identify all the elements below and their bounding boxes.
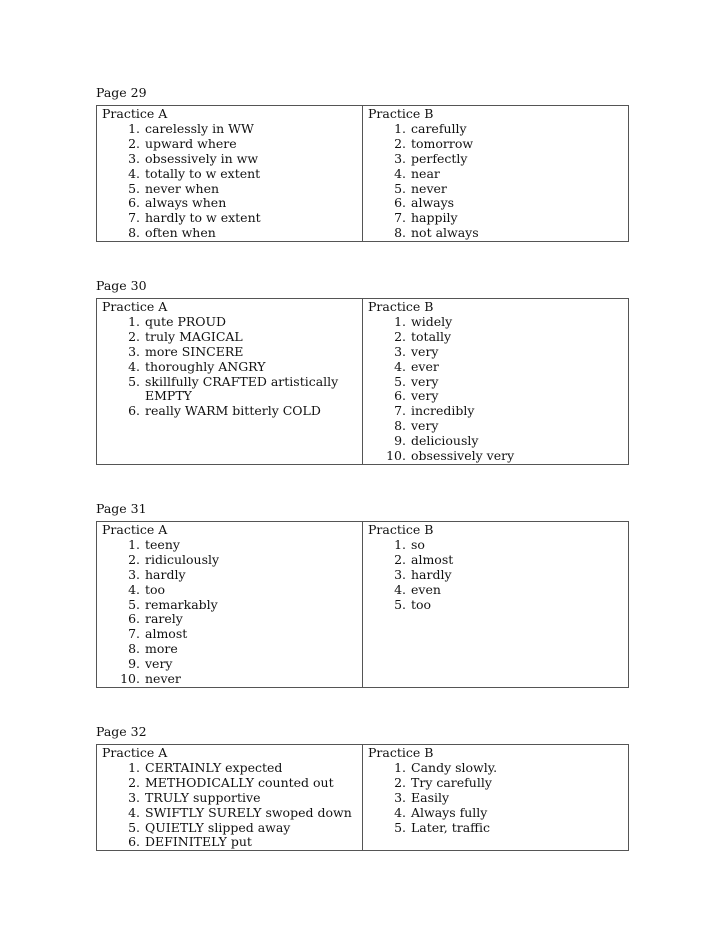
- list-item: [368, 389, 628, 404]
- list-item: [102, 404, 362, 419]
- item-text: DEFINITELY put: [145, 834, 252, 850]
- item-text: perfectly: [411, 150, 468, 166]
- list-item: [368, 226, 628, 241]
- list-item: [102, 137, 362, 152]
- item-number: 4.: [128, 358, 140, 374]
- page-label: Page 29: [96, 85, 147, 100]
- page-section: [96, 83, 629, 242]
- item-text: Easily: [411, 789, 450, 805]
- item-text: hardly to w extent: [145, 210, 261, 226]
- item-number: 5.: [394, 596, 406, 612]
- list-item: [368, 821, 628, 836]
- list-item: [368, 598, 628, 613]
- item-number: 5.: [128, 819, 140, 835]
- answer-list: [102, 538, 362, 687]
- item-text: obsessively in ww: [145, 150, 259, 166]
- item-text: never when: [145, 180, 220, 196]
- list-item: [368, 568, 628, 583]
- list-item: [102, 345, 362, 360]
- item-text: even: [411, 581, 441, 597]
- item-text: rarely: [145, 611, 183, 627]
- item-text: Later, traffic: [411, 819, 491, 835]
- list-item: [102, 315, 362, 330]
- item-text: too: [411, 596, 432, 612]
- list-item: [368, 330, 628, 345]
- list-item: [102, 182, 362, 197]
- item-number: 1.: [394, 759, 406, 775]
- list-item: [102, 776, 362, 791]
- item-number: 2.: [128, 135, 140, 151]
- item-number: 10.: [120, 671, 140, 687]
- answer-list: [102, 761, 362, 850]
- item-number: 1.: [128, 313, 140, 329]
- list-item: [102, 196, 362, 211]
- item-text: METHODICALLY counted out: [145, 774, 334, 790]
- list-item: [368, 182, 628, 197]
- item-text: more: [145, 641, 178, 657]
- answer-list: [102, 122, 362, 241]
- answer-list: [368, 122, 628, 241]
- item-text: qute PROUD: [145, 313, 227, 329]
- item-text: very: [411, 388, 439, 404]
- item-text: always: [411, 195, 455, 211]
- item-number: 5.: [128, 373, 140, 389]
- list-item: [102, 672, 362, 687]
- item-number: 8.: [394, 225, 406, 241]
- list-item: [102, 375, 362, 405]
- list-item: [102, 627, 362, 642]
- list-item: [368, 419, 628, 434]
- answer-list: [368, 761, 628, 836]
- item-text: hardly: [145, 566, 186, 582]
- list-item: [102, 791, 362, 806]
- page-label: Page 30: [96, 278, 147, 293]
- item-number: 3.: [128, 150, 140, 166]
- item-number: 5.: [128, 180, 140, 196]
- answer-table: [96, 298, 629, 465]
- list-item: [102, 806, 362, 821]
- list-item: [102, 642, 362, 657]
- item-text: very: [411, 418, 439, 434]
- item-text: Always fully: [411, 804, 488, 820]
- item-number: 8.: [394, 418, 406, 434]
- list-item: [102, 211, 362, 226]
- item-text: totally to w extent: [145, 165, 261, 181]
- item-text: incredibly: [411, 403, 475, 419]
- practice-a-title: Practice A: [102, 522, 168, 537]
- item-text: skillfully CRAFTED artistically EMPTY: [145, 373, 339, 404]
- page-label: Page 31: [96, 501, 147, 516]
- item-text: never: [411, 180, 447, 196]
- list-item: [102, 821, 362, 836]
- item-number: 2.: [394, 551, 406, 567]
- list-item: [368, 137, 628, 152]
- practice-b-title: Practice B: [368, 106, 434, 121]
- item-text: Candy slowly.: [411, 759, 498, 775]
- practice-b-column: [362, 745, 628, 850]
- item-number: 9.: [128, 656, 140, 672]
- item-number: 3.: [128, 343, 140, 359]
- list-item: [102, 568, 362, 583]
- practice-b-title: Practice B: [368, 522, 434, 537]
- item-number: 4.: [128, 581, 140, 597]
- item-text: very: [411, 343, 439, 359]
- page-section: [96, 722, 629, 851]
- item-text: carelessly in WW: [145, 120, 254, 136]
- item-text: so: [411, 536, 425, 552]
- item-number: 2.: [394, 135, 406, 151]
- list-item: [102, 583, 362, 598]
- item-number: 2.: [128, 551, 140, 567]
- item-text: always when: [145, 195, 227, 211]
- item-number: 1.: [128, 120, 140, 136]
- practice-a-title: Practice A: [102, 106, 168, 121]
- item-text: near: [411, 165, 440, 181]
- list-item: [368, 806, 628, 821]
- list-item: [102, 122, 362, 137]
- list-item: [368, 553, 628, 568]
- list-item: [368, 211, 628, 226]
- list-item: [368, 360, 628, 375]
- item-text: totally: [411, 328, 452, 344]
- item-number: 7.: [394, 210, 406, 226]
- item-text: not always: [411, 225, 479, 241]
- answer-list: [368, 538, 628, 613]
- item-number: 5.: [394, 180, 406, 196]
- list-item: [102, 167, 362, 182]
- item-number: 1.: [394, 313, 406, 329]
- item-text: teeny: [145, 536, 180, 552]
- item-number: 4.: [128, 165, 140, 181]
- item-number: 6.: [394, 388, 406, 404]
- list-item: [102, 152, 362, 167]
- practice-b-title: Practice B: [368, 299, 434, 314]
- item-number: 8.: [128, 641, 140, 657]
- list-item: [368, 167, 628, 182]
- item-text: almost: [145, 626, 188, 642]
- item-number: 5.: [394, 373, 406, 389]
- item-text: often when: [145, 225, 216, 241]
- practice-a-column: [97, 522, 362, 687]
- list-item: [102, 553, 362, 568]
- list-item: [102, 538, 362, 553]
- item-text: happily: [411, 210, 458, 226]
- page-section: [96, 276, 629, 465]
- item-text: carefully: [411, 120, 467, 136]
- list-item: [102, 761, 362, 776]
- page-section: [96, 499, 629, 688]
- item-text: very: [411, 373, 439, 389]
- list-item: [368, 196, 628, 211]
- item-text: thoroughly ANGRY: [145, 358, 266, 374]
- answer-list: [102, 315, 362, 419]
- list-item: [102, 226, 362, 241]
- practice-b-column: [362, 522, 628, 687]
- item-text: ever: [411, 358, 439, 374]
- item-text: hardly: [411, 566, 452, 582]
- item-number: 3.: [394, 150, 406, 166]
- item-text: CERTAINLY expected: [145, 759, 283, 775]
- item-number: 1.: [394, 536, 406, 552]
- item-text: truly MAGICAL: [145, 328, 243, 344]
- item-text: deliciously: [411, 433, 479, 449]
- item-number: 9.: [394, 433, 406, 449]
- list-item: [368, 122, 628, 137]
- practice-a-title: Practice A: [102, 745, 168, 760]
- item-number: 10.: [386, 448, 406, 464]
- item-number: 6.: [128, 834, 140, 850]
- list-item: [368, 152, 628, 167]
- item-number: 7.: [128, 626, 140, 642]
- list-item: [368, 538, 628, 553]
- item-number: 3.: [128, 789, 140, 805]
- item-number: 5.: [394, 819, 406, 835]
- item-number: 6.: [128, 195, 140, 211]
- item-number: 2.: [394, 774, 406, 790]
- item-number: 2.: [128, 328, 140, 344]
- item-number: 6.: [128, 611, 140, 627]
- list-item: [368, 449, 628, 464]
- list-item: [368, 345, 628, 360]
- item-text: obsessively very: [411, 448, 515, 464]
- item-number: 1.: [394, 120, 406, 136]
- item-text: too: [145, 581, 166, 597]
- list-item: [102, 330, 362, 345]
- page-label: Page 32: [96, 724, 147, 739]
- item-number: 8.: [128, 225, 140, 241]
- item-number: 4.: [128, 804, 140, 820]
- item-number: 4.: [394, 165, 406, 181]
- item-number: 4.: [394, 358, 406, 374]
- item-text: more SINCERE: [145, 343, 244, 359]
- list-item: [102, 657, 362, 672]
- item-number: 7.: [128, 210, 140, 226]
- list-item: [368, 315, 628, 330]
- item-text: TRULY supportive: [145, 789, 261, 805]
- item-text: really WARM bitterly COLD: [145, 403, 321, 419]
- item-text: Try carefully: [411, 774, 492, 790]
- list-item: [368, 375, 628, 390]
- practice-b-title: Practice B: [368, 745, 434, 760]
- item-number: 2.: [128, 774, 140, 790]
- list-item: [368, 434, 628, 449]
- practice-a-column: [97, 106, 362, 241]
- item-text: tomorrow: [411, 135, 474, 151]
- item-text: remarkably: [145, 596, 218, 612]
- item-number: 1.: [128, 536, 140, 552]
- item-text: widely: [411, 313, 453, 329]
- list-item: [368, 761, 628, 776]
- answer-table: [96, 105, 629, 242]
- item-number: 3.: [394, 343, 406, 359]
- list-item: [368, 791, 628, 806]
- item-number: 1.: [128, 759, 140, 775]
- item-number: 3.: [128, 566, 140, 582]
- item-number: 6.: [128, 403, 140, 419]
- item-number: 5.: [128, 596, 140, 612]
- list-item: [368, 583, 628, 598]
- list-item: [102, 612, 362, 627]
- practice-b-column: [362, 299, 628, 464]
- list-item: [368, 404, 628, 419]
- answer-table: [96, 744, 629, 851]
- answer-list: [368, 315, 628, 464]
- item-text: QUIETLY slipped away: [145, 819, 291, 835]
- item-text: SWIFTLY SURELY swoped down: [145, 804, 352, 820]
- item-text: never: [145, 671, 181, 687]
- list-item: [102, 360, 362, 375]
- answer-table: [96, 521, 629, 688]
- item-number: 3.: [394, 566, 406, 582]
- list-item: [102, 598, 362, 613]
- item-number: 2.: [394, 328, 406, 344]
- item-number: 6.: [394, 195, 406, 211]
- item-text: ridiculously: [145, 551, 220, 567]
- item-number: 4.: [394, 581, 406, 597]
- practice-a-column: [97, 299, 362, 464]
- item-number: 7.: [394, 403, 406, 419]
- item-text: almost: [411, 551, 454, 567]
- practice-a-column: [97, 745, 362, 850]
- item-text: very: [145, 656, 173, 672]
- list-item: [368, 776, 628, 791]
- item-number: 4.: [394, 804, 406, 820]
- list-item: [102, 835, 362, 850]
- practice-b-column: [362, 106, 628, 241]
- item-number: 3.: [394, 789, 406, 805]
- practice-a-title: Practice A: [102, 299, 168, 314]
- item-text: upward where: [145, 135, 237, 151]
